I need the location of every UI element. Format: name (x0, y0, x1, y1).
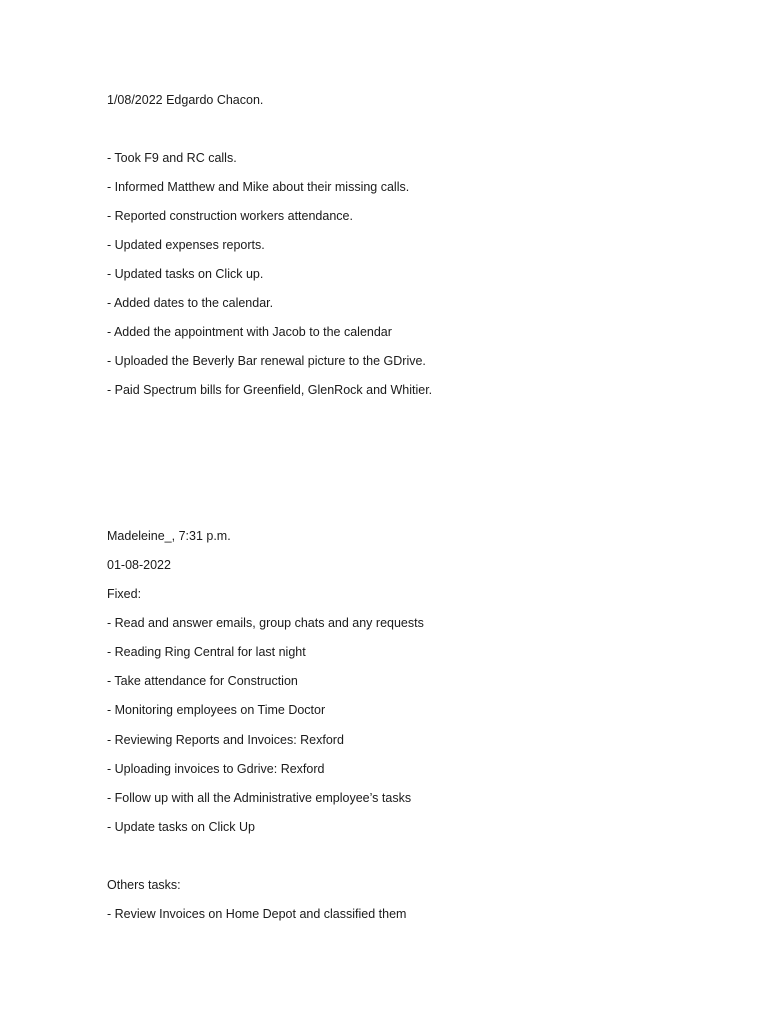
entry1-item: - Added the appointment with Jacob to the calendar (107, 325, 392, 339)
entry2-date: 01-08-2022 (107, 558, 171, 572)
others-item: - Review Invoices on Home Depot and classified them (107, 907, 407, 921)
fixed-label: Fixed: (107, 587, 142, 601)
fixed-item: - Uploading invoices to Gdrive: Rexford (107, 762, 325, 776)
entry1-item: - Uploaded the Beverly Bar renewal picture to the GDrive. (107, 354, 426, 368)
fixed-item: - Follow up with all the Administrative employee’s tasks (107, 791, 412, 805)
fixed-item: - Read and answer emails, group chats and any requests (107, 616, 424, 630)
entry1-item: - Updated expenses reports. (107, 238, 265, 252)
entry2-header: Madeleine_, 7:31 p.m. (107, 529, 231, 543)
entry1-header: 1/08/2022 Edgardo Chacon. (107, 93, 264, 107)
entry1-item: - Paid Spectrum bills for Greenfield, GlenRock and Whitier. (107, 383, 433, 397)
entry1-item: - Reported construction workers attendance. (107, 209, 353, 223)
fixed-item: - Reading Ring Central for last night (107, 645, 306, 659)
fixed-item: - Update tasks on Click Up (107, 820, 255, 834)
fixed-item: - Monitoring employees on Time Doctor (107, 703, 326, 717)
entry1-item: - Informed Matthew and Mike about their missing calls. (107, 180, 410, 194)
fixed-item: - Reviewing Reports and Invoices: Rexford (107, 733, 344, 747)
others-label: Others tasks: (107, 878, 181, 892)
entry1-item: - Added dates to the calendar. (107, 296, 274, 310)
entry1-item: - Took F9 and RC calls. (107, 151, 237, 165)
entry1-item: - Updated tasks on Click up. (107, 267, 264, 281)
fixed-item: - Take attendance for Construction (107, 674, 298, 688)
